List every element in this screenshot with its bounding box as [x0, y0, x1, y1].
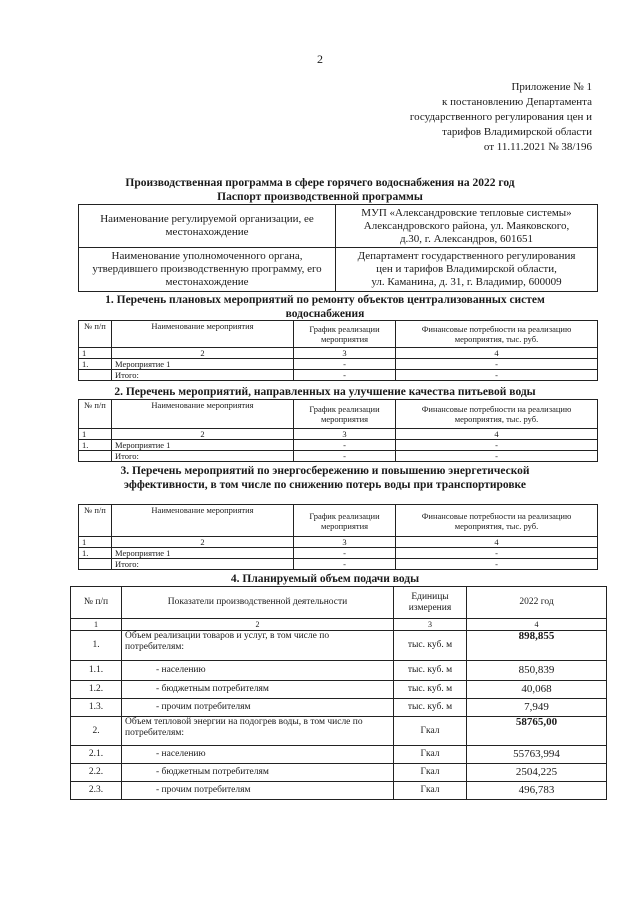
- col-header-finance: Финансовые потребности на реализацию мероприятия, тыс. руб.: [396, 505, 598, 537]
- col-header-finance: Финансовые потребности на реализацию мероприятия, тыс. руб.: [396, 321, 598, 348]
- total-num: [79, 370, 112, 381]
- total-label: Итого:: [112, 559, 294, 570]
- passport-title: Паспорт производственной программы: [217, 191, 423, 203]
- row-num: 1.2.: [71, 681, 122, 699]
- total-finance: -: [396, 559, 598, 570]
- index-cell: 4: [396, 429, 598, 440]
- row-value: 496,783: [467, 782, 607, 800]
- passport-table: [78, 204, 598, 292]
- total-num: [79, 559, 112, 570]
- index-cell: 3: [294, 348, 396, 359]
- row-value: 55763,994: [467, 746, 607, 764]
- col-header-finance: Финансовые потребности на реализацию мероприятия, тыс. руб.: [396, 400, 598, 429]
- row-num: 1.: [79, 440, 112, 451]
- index-cell: 1: [79, 537, 112, 548]
- section3-title-line: эффективности, в том числе по снижению потерь воды при транспортировке: [124, 479, 526, 491]
- passport-authority-line: ул. Каманина, д. 31, г. Владимир, 600009: [371, 276, 562, 288]
- col-header-unit: Единицы измерения: [394, 587, 467, 619]
- total-schedule: -: [294, 370, 396, 381]
- col-header-schedule: График реализации мероприятия: [294, 400, 396, 429]
- passport-org-line: д.30, г. Александров, 601651: [399, 232, 534, 245]
- row-num: 1.: [71, 631, 122, 661]
- row-indicator: - прочим потребителям: [122, 699, 394, 717]
- col-header-num: № п/п: [79, 400, 112, 429]
- section1-title-line: водоснабжения: [285, 308, 365, 320]
- section2-title: 2. Перечень мероприятий, направленных на улучшение качества питьевой воды: [114, 386, 536, 398]
- total-label: Итого:: [112, 370, 294, 381]
- row-value: 40,068: [467, 681, 607, 699]
- passport-authority-line: цен и тарифов Владимирской области,: [376, 263, 557, 275]
- table-row: [71, 717, 607, 746]
- col-header-num: № п/п: [71, 587, 122, 619]
- total-num: [79, 451, 112, 462]
- section3-table: [78, 504, 598, 570]
- passport-authority-line: Департамент государственного регулирования: [357, 250, 576, 262]
- row-schedule: -: [294, 548, 396, 559]
- index-cell: 4: [396, 537, 598, 548]
- row-num: 2.: [71, 717, 122, 746]
- col-header-indicator: Показатели производственной деятельности: [122, 587, 394, 619]
- row-name: Мероприятие 1: [112, 440, 294, 451]
- row-unit: Гкал: [394, 746, 467, 764]
- appendix-line: тарифов Владимирской области: [442, 126, 592, 138]
- col-header-schedule: График реализации мероприятия: [294, 321, 396, 348]
- index-cell: 1: [79, 348, 112, 359]
- col-header-num: № п/п: [79, 505, 112, 537]
- passport-org-label: Наименование регулируемой организации, ее местонахождение: [79, 205, 336, 248]
- index-cell: 3: [294, 537, 396, 548]
- table-row: [71, 699, 607, 717]
- row-unit: Гкал: [394, 764, 467, 782]
- row-value: 7,949: [467, 699, 607, 717]
- total-schedule: -: [294, 559, 396, 570]
- water-supply-table: [70, 586, 607, 800]
- row-unit: тыс. куб. м: [394, 699, 467, 717]
- index-cell: 2: [112, 348, 294, 359]
- appendix-note: [410, 80, 592, 155]
- index-cell: 4: [467, 619, 607, 631]
- table-row: [71, 764, 607, 782]
- index-cell: 1: [79, 429, 112, 440]
- index-cell: 4: [396, 348, 598, 359]
- table-row: [71, 631, 607, 661]
- col-header-num: № п/п: [79, 321, 112, 348]
- passport-authority-label: Наименование уполномоченного органа, утвердившего производственную программу, его местонахождение: [79, 248, 336, 292]
- section4-title: 4. Планируемый объем подачи воды: [230, 573, 420, 585]
- row-num: 1.1.: [71, 661, 122, 681]
- row-unit: тыс. куб. м: [394, 631, 467, 661]
- row-finance: -: [396, 548, 598, 559]
- section2-table: [78, 399, 598, 462]
- section3-title-line: 3. Перечень мероприятий по энергосбережению и повышению энергетической: [120, 465, 530, 477]
- appendix-line: к постановлению Департамента: [441, 96, 592, 108]
- row-indicator: - бюджетным потребителям: [122, 764, 394, 782]
- index-cell: 2: [122, 619, 394, 631]
- row-value: 850,839: [467, 661, 607, 681]
- table-row: [71, 746, 607, 764]
- total-label: Итого:: [112, 451, 294, 462]
- row-num: 1.: [79, 548, 112, 559]
- row-num: 1.: [79, 359, 112, 370]
- total-finance: -: [396, 370, 598, 381]
- col-header-name: Наименование мероприятия: [112, 321, 294, 348]
- col-header-name: Наименование мероприятия: [112, 400, 294, 429]
- passport-org-line: Александровского района, ул. Маяковского,: [363, 219, 570, 232]
- index-cell: 1: [71, 619, 122, 631]
- section1-table: [78, 320, 598, 381]
- appendix-line: Приложение № 1: [511, 81, 592, 93]
- row-name: Мероприятие 1: [112, 359, 294, 370]
- col-header-schedule: График реализации мероприятия: [294, 505, 396, 537]
- row-indicator: - населению: [122, 661, 394, 681]
- passport-authority-value: [336, 248, 598, 292]
- col-header-year: 2022 год: [467, 587, 607, 619]
- total-schedule: -: [294, 451, 396, 462]
- row-schedule: -: [294, 440, 396, 451]
- index-cell: 2: [112, 429, 294, 440]
- index-cell: 3: [394, 619, 467, 631]
- total-finance: -: [396, 451, 598, 462]
- col-header-name: Наименование мероприятия: [112, 505, 294, 537]
- row-num: 2.2.: [71, 764, 122, 782]
- row-num: 2.1.: [71, 746, 122, 764]
- row-unit: тыс. куб. м: [394, 681, 467, 699]
- section1-title: [60, 293, 590, 321]
- row-name: Мероприятие 1: [112, 548, 294, 559]
- appendix-line: государственного регулирования цен и: [409, 111, 592, 123]
- row-value: 58765,00: [467, 717, 607, 746]
- row-indicator: Объем тепловой энергии на подогрев воды, в том числе по потребителям:: [122, 717, 394, 746]
- page-number: 2: [317, 52, 323, 66]
- row-value: 898,855: [467, 631, 607, 661]
- section3-title: [60, 464, 590, 492]
- passport-org-value: [336, 205, 598, 248]
- row-indicator: - бюджетным потребителям: [122, 681, 394, 699]
- index-cell: 3: [294, 429, 396, 440]
- row-unit: Гкал: [394, 717, 467, 746]
- row-indicator: - прочим потребителям: [122, 782, 394, 800]
- row-num: 1.3.: [71, 699, 122, 717]
- row-num: 2.3.: [71, 782, 122, 800]
- table-row: [71, 782, 607, 800]
- section1-title-line: 1. Перечень плановых мероприятий по ремонту объектов централизованных систем: [105, 294, 545, 306]
- row-indicator: Объем реализации товаров и услуг, в том числе по потребителям:: [122, 631, 394, 661]
- row-unit: Гкал: [394, 782, 467, 800]
- row-indicator: - населению: [122, 746, 394, 764]
- row-value: 2504,225: [467, 764, 607, 782]
- row-finance: -: [396, 359, 598, 370]
- index-cell: 2: [112, 537, 294, 548]
- table-row: [71, 661, 607, 681]
- document-title: Производственная программа в сфере горячего водоснабжения на 2022 год: [125, 177, 515, 189]
- table-row: [71, 681, 607, 699]
- row-unit: тыс. куб. м: [394, 661, 467, 681]
- row-schedule: -: [294, 359, 396, 370]
- row-finance: -: [396, 440, 598, 451]
- passport-org-line: МУП «Александровские тепловые системы»: [361, 206, 572, 219]
- appendix-line: от 11.11.2021 № 38/196: [483, 141, 592, 153]
